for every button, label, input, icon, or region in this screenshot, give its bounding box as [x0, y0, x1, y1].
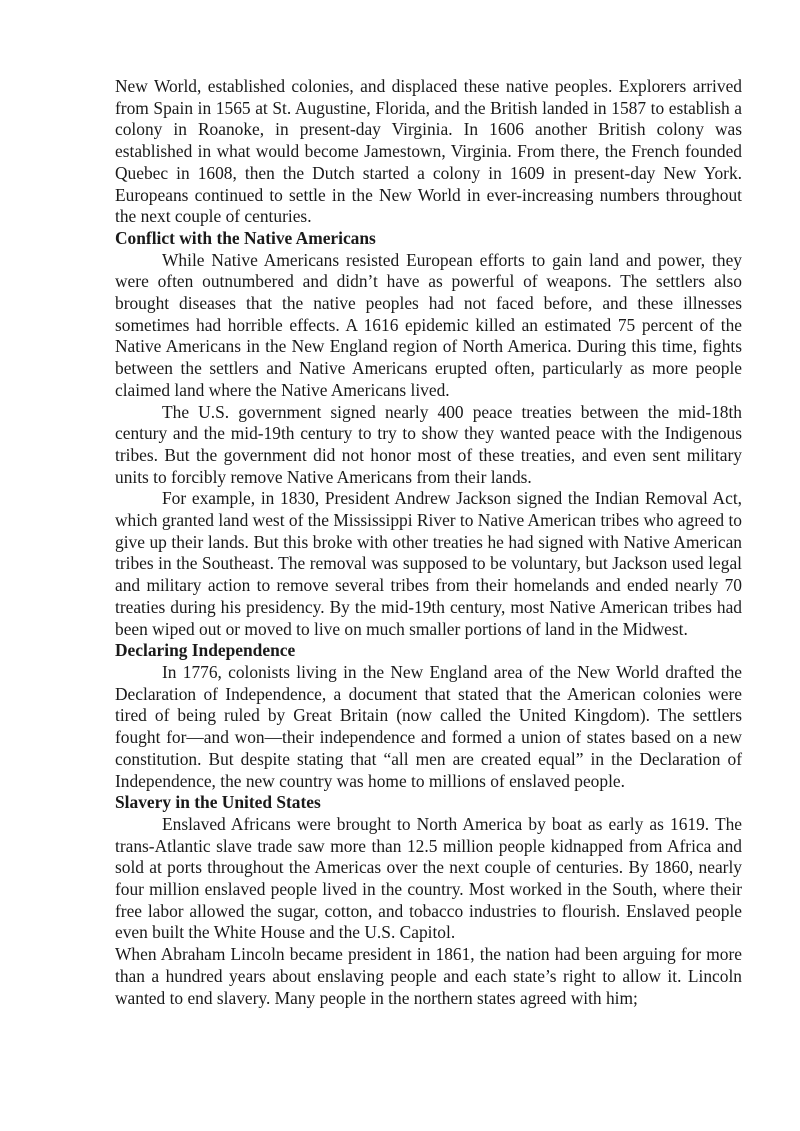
heading-independence: Declaring Independence	[115, 640, 296, 661]
paragraph-slavery-2: When Abraham Lincoln became president in 1861, the nation had been arguing for more than a hundred years about enslaving people and each state’s right to allow it. Lincoln wanted to end slavery. Many people in the northern states agreed with him;	[115, 944, 742, 1008]
paragraph-conflict-3: For example, in 1830, President Andrew Jackson signed the Indian Removal Act, which granted land west of the Mississippi River to Native American tribes who agreed to give up their lands. But this broke with other treaties he had signed with Native American tribes in the Southeast. The removal was supposed to be voluntary, but Jackson used legal and military action to remove several tribes from their homelands and ended nearly 70 treaties during his presidency. By the mid-19th century, most Native American tribes had been wiped out or moved to live on much smaller portions of land in the Midwest.	[115, 488, 742, 639]
heading-conflict: Conflict with the Native Americans	[115, 227, 376, 248]
paragraph-conflict-1: While Native Americans resisted European efforts to gain land and power, they were often outnumbered and didn’t have as powerful of weapons. The settlers also brought diseases that the native peoples had not faced before, and these illnesses sometimes had horrible effects. A 1616 epidemic killed an estimated 75 percent of the Native Americans in the New England region of North America. During this time, fights between the settlers and Native Americans erupted often, particularly as more people claimed land where the Native Americans lived.	[115, 249, 742, 400]
paragraph-intro: New World, established colonies, and displaced these native peoples. Explorers arrived from Spain in 1565 at St. Augustine, Florida, and the British landed in 1587 to establish a colony in Roanoke, in present-day Virginia. In 1606 another British colony was established in what would become Jamestown, Virginia. From there, the French founded Quebec in 1608, then the Dutch started a colony in 1609 in present-day New York. Europeans continued to settle in the New World in ever-increasing numbers throughout the next couple of centuries.	[115, 76, 742, 227]
heading-slavery: Slavery in the United States	[115, 792, 321, 813]
paragraph-conflict-2: The U.S. government signed nearly 400 peace treaties between the mid-18th century and the mid-19th century to try to show they wanted peace with the Indigenous tribes. But the government did not honor most of these treaties, and even sent military units to forcibly remove Native Americans from their lands.	[115, 401, 742, 487]
paragraph-independence: In 1776, colonists living in the New England area of the New World drafted the Declaration of Independence, a document that stated that the American colonies were tired of being ruled by Great Britain (now called the United Kingdom). The settlers fought for—and won—their independence and formed a union of states based on a new constitution. But despite stating that “all men are created equal” in the Declaration of Independence, the new country was home to millions of enslaved people.	[115, 661, 742, 791]
document-page	[115, 76, 742, 1009]
paragraph-slavery-1: Enslaved Africans were brought to North America by boat as early as 1619. The trans-Atlantic slave trade saw more than 12.5 million people kidnapped from Africa and sold at ports throughout the Americas over the next couple of centuries. By 1860, nearly four million enslaved people lived in the country. Most worked in the South, where their free labor allowed the sugar, cotton, and tobacco industries to flourish. Enslaved people even built the White House and the U.S. Capitol.	[115, 813, 742, 943]
